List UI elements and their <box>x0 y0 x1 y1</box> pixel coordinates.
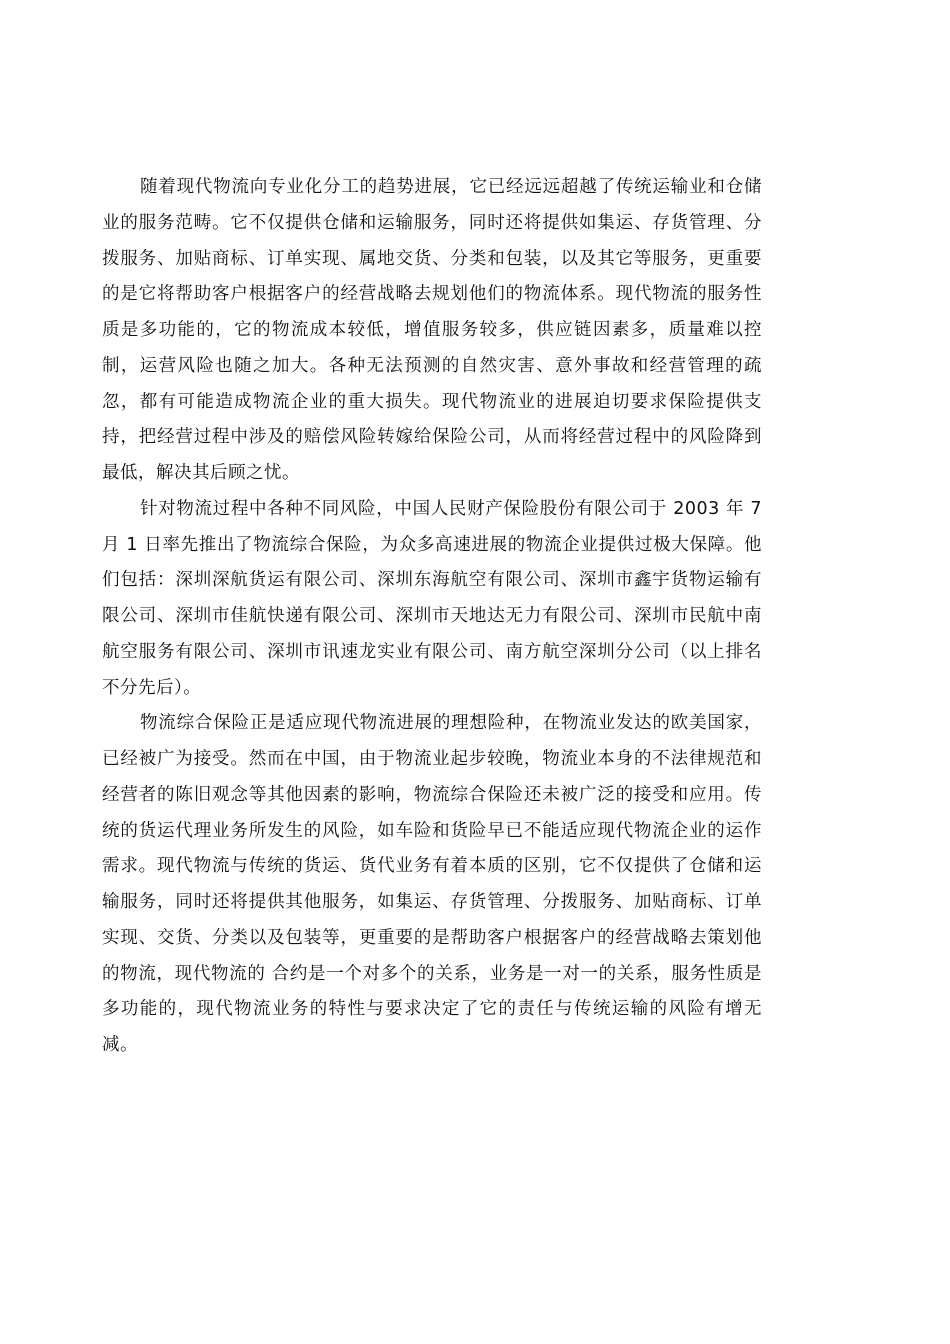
paragraph-2: 针对物流过程中各种不同风险，中国人民财产保险股份有限公司于 2003 年 7 月 1 日率先推出了物流综合保险，为众多高速进展的物流企业提供过极大保障。他们包括：深圳深航货运有限公司、深圳东海航空有限公司、深圳市鑫宇货物运输有限公司、深圳市佳航快递有限公司、深圳市天地达无力有限公司、深圳市民航中南航空服务有限公司、深圳市讯速龙实业有限公司、南方航空深圳分公司（以上排名不分先后）。 <box>102 498 762 698</box>
paragraph-1: 随着现代物流向专业化分工的趋势进展，它已经远远超越了传统运输业和仓储业的服务范畴。它不仅提供仓储和运输服务，同时还将提供如集运、存货管理、分拨服务、加贴商标、订单实现、属地交货、分类和包装，以及其它等服务，更重要的是它将帮助客户根据客户的经营战略去规划他们的物流体系。现代物流的服务性质是多功能的，它的物流成本较低，增值服务较多，供应链因素多，质量难以控制，运营风险也随之加大。各种无法预测的自然灾害、意外事故和经营管理的疏忽，都有可能造成物流企业的重大损失。现代物流业的进展迫切要求保险提供支持，把经营过程中涉及的赔偿风险转嫁给保险公司，从而将经营过程中的风险降到最低，解决其后顾之忧。 <box>102 177 762 483</box>
paragraph-3: 物流综合保险正是适应现代物流进展的理想险种，在物流业发达的欧美国家，已经被广为接受。然而在中国，由于物流业起步较晚，物流业本身的不法律规范和经营者的陈旧观念等其他因素的影响，物流综合保险还未被广泛的接受和应用。传统的货运代理业务所发生的风险，如车险和货险早已不能适应现代物流企业的运作需求。现代物流与传统的货运、货代业务有着本质的区别，它不仅提供了仓储和运输服务，同时还将提供其他服务，如集运、存货管理、分拨服务、加贴商标、订单实现、交货、分类以及包装等，更重要的是帮助客户根据客户的经营战略去策划他的物流，现代物流的 合约是一个对多个的关系，业务是一对一的关系，服务性质是多功能的，现代物流业务的特性与要求决定了它的责任与传统运输的风险有增无减。 <box>102 713 762 1055</box>
document-body <box>102 170 762 1064</box>
